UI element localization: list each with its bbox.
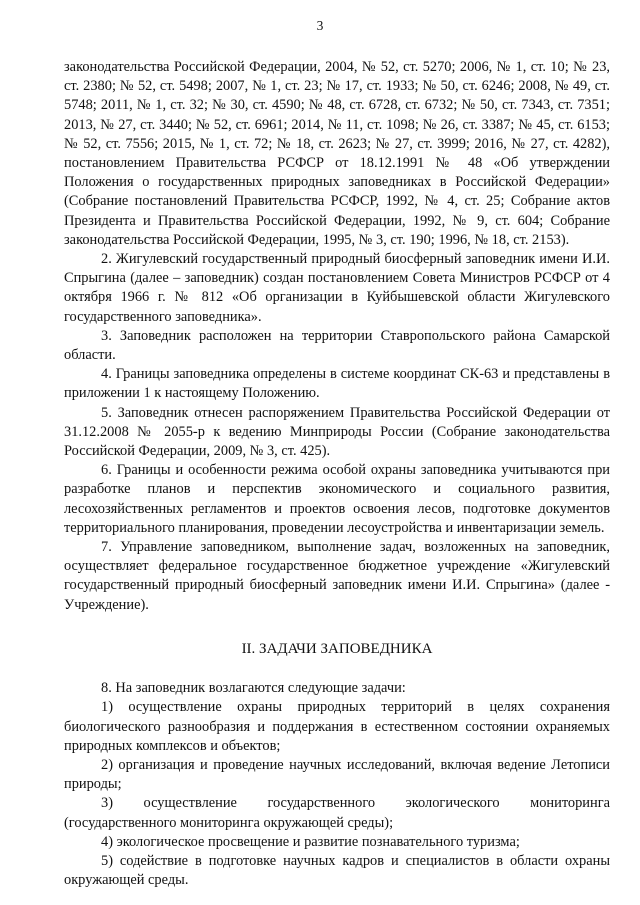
document-body <box>64 58 610 890</box>
page-number: 3 <box>316 18 324 33</box>
paragraph-5: 5. Заповедник отнесен распоряжением Правительства Российской Федерации от 31.12.2008 № 2055-р к ведению Минприроды России (Собрание законодательства Российской Федерации, 2009, № 3, ст. 425). <box>64 404 610 460</box>
task-item-2: 2) организация и проведение научных исследований, включая ведение Летописи природы; <box>64 756 610 793</box>
task-item-1: 1) осуществление охраны природных территорий в целях сохранения биологического разнообразия и поддержания в естественном состоянии охраняемых природных комплексов и объектов; <box>64 699 610 754</box>
task-item-3: 3) осуществление государственного экологического мониторинга (государственного мониторинга окружающей среды); <box>64 795 610 831</box>
paragraph-6: 6. Границы и особенности режима особой охраны заповедника учитываются при разработке планов и перспектив экономического и социального развития, лесохозяйственных регламентов и проектов освоения лесов, подготовке документов территориального планирования, проведении лесоустройства и инвентаризации земель. <box>64 462 610 536</box>
paragraph-7: 7. Управление заповедником, выполнение задач, возложенных на заповедник, осуществляет федеральное государственное бюджетное учреждение «Жигулевский государственный природный биосферный заповедник имени И.И. Спрыгина» (далее - Учреждение). <box>64 539 610 613</box>
section-heading: II. ЗАДАЧИ ЗАПОВЕДНИКА <box>241 640 433 657</box>
paragraph-3: 3. Заповедник расположен на территории Ставропольского района Самарской области. <box>64 327 610 364</box>
task-item-5: 5) содействие в подготовке научных кадров и специалистов в области охраны окружающей среды. <box>64 852 610 889</box>
paragraph-8: 8. На заповедник возлагаются следующие задачи: <box>101 680 406 697</box>
paragraph-continuation: законодательства Российской Федерации, 2004, № 52, ст. 5270; 2006, № 1, ст. 10; № 23, ст. 2380; № 52, ст. 5498; 2007, № 1, ст. 23; № 17, ст. 1933; № 50, ст. 6246; 2008, № 49, ст. 5748; 2011, № 1, ст. 32; № 30, ст. 4590; № 48, ст. 6728, ст. 6732; № 50, ст. 7343, ст. 7351; 2013, № 27, ст. 3440; № 52, ст. 6961; 2014, № 11, ст. 1098; № 26, ст. 3387; № 45, ст. 6153; № 52, ст. 7556; 2015, № 1, ст. 72; № 18, ст. 2623; № 27, ст. 3999; 2016, № 27, ст. 4282), постановлением Правительства РСФСР от 18.12.1991 № 48 «Об утверждении Положения о государственных природных заповедниках в Российской Федерации» (Собрание постановлений Правительства РСФСР, 1992, № 4, ст. 25; Собрание актов Президента и Правительства Российской Федерации, 1992, № 9, ст. 604; Собрание законодательства Российской Федерации, 1995, № 3, ст. 190; 1996, № 18, ст. 2153). <box>64 59 610 248</box>
paragraph-2: 2. Жигулевский государственный природный биосферный заповедник имени И.И. Спрыгина (далее – заповедник) создан постановлением Совета Министров РСФСР от 4 октября 1966 г. № 812 «Об организации в Куйбышевской области Жигулевского государственного заповедника». <box>64 251 610 325</box>
paragraph-4: 4. Границы заповедника определены в системе координат СК-63 и представлены в приложении 1 к настоящему Положению. <box>64 366 610 402</box>
task-item-4: 4) экологическое просвещение и развитие познавательного туризма; <box>101 833 520 850</box>
